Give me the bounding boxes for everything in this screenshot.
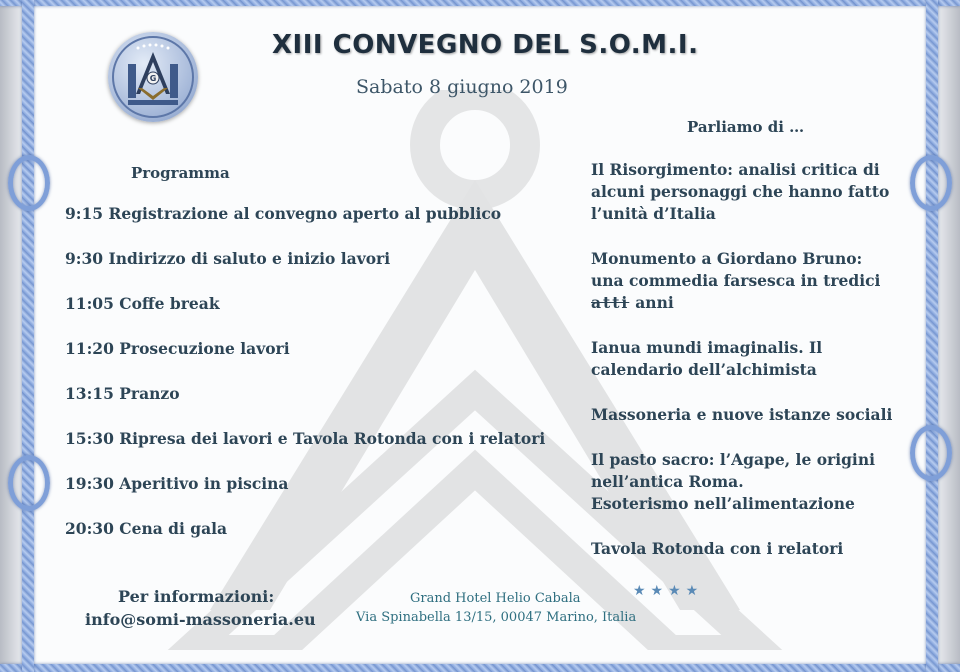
topic-item bbox=[591, 404, 901, 426]
topic-line: calendario dell’alchimista bbox=[591, 360, 817, 379]
topic-item bbox=[591, 337, 901, 381]
topic-line: alcuni personaggi che hanno fatto bbox=[591, 182, 890, 201]
topic-line: Monumento a Giordano Bruno: bbox=[591, 249, 863, 268]
topic-item bbox=[591, 159, 901, 225]
schedule-item: 13:15 Pranzo bbox=[65, 384, 180, 403]
rope-knot-left-top bbox=[8, 155, 50, 211]
event-date: Sabato 8 giugno 2019 bbox=[356, 76, 568, 98]
schedule-item: 9:15 Registrazione al convegno aperto al pubblico bbox=[65, 204, 502, 223]
square-and-compass-emblem-icon bbox=[108, 32, 198, 122]
rope-border-left bbox=[22, 0, 34, 672]
topics-heading: Parliamo di … bbox=[687, 118, 805, 136]
page-title: XIII CONVEGNO DEL S.O.M.I. bbox=[272, 30, 699, 60]
topics-list bbox=[591, 159, 901, 583]
right-edge-shadow bbox=[938, 0, 960, 672]
topic-item bbox=[591, 538, 901, 560]
contact-email[interactable]: info@somi-massoneria.eu bbox=[85, 610, 316, 629]
schedule-item: 20:30 Cena di gala bbox=[65, 519, 228, 538]
topic-item bbox=[591, 449, 901, 515]
topic-line: Il pasto sacro: l’Agape, le origini bbox=[591, 450, 875, 469]
info-label: Per informazioni: bbox=[118, 587, 275, 606]
somi-logo bbox=[108, 32, 198, 122]
left-edge-shadow bbox=[0, 0, 22, 672]
svg-text:G: G bbox=[149, 74, 157, 83]
program-heading: Programma bbox=[131, 164, 230, 182]
rope-border-bottom bbox=[0, 664, 960, 672]
program-schedule bbox=[65, 204, 575, 564]
topic-line bbox=[591, 292, 901, 314]
topic-item bbox=[591, 248, 901, 314]
hotel-name: Grand Hotel Helio Cabala bbox=[410, 591, 581, 606]
topic-line: nell’antica Roma. bbox=[591, 472, 744, 491]
topic-line: Tavola Rotonda con i relatori bbox=[591, 539, 844, 558]
topic-line: Massoneria e nuove istanze sociali bbox=[591, 405, 893, 424]
hotel-address: Via Spinabella 13/15, 00047 Marino, Italia bbox=[356, 610, 637, 625]
schedule-item: 15:30 Ripresa dei lavori e Tavola Rotonda con i relatori bbox=[65, 429, 546, 448]
rope-border-right bbox=[926, 0, 938, 672]
rope-knot-right-top bbox=[910, 155, 952, 211]
schedule-item: 19:30 Aperitivo in piscina bbox=[65, 474, 289, 493]
topic-line: Esoterismo nell’alimentazione bbox=[591, 494, 855, 513]
topic-line: l’unità d’Italia bbox=[591, 204, 716, 223]
schedule-item: 11:05 Coffe break bbox=[65, 294, 220, 313]
topic-line: una commedia farsesca in tredici bbox=[591, 271, 881, 290]
hotel-stars-icon: ★★★★ bbox=[633, 583, 704, 599]
rope-knot-left-bottom bbox=[8, 455, 50, 511]
topic-line: Il Risorgimento: analisi critica di bbox=[591, 160, 880, 179]
topic-line: Ianua mundi imaginalis. Il bbox=[591, 338, 823, 357]
rope-knot-right-bottom bbox=[910, 425, 952, 481]
schedule-item: 11:20 Prosecuzione lavori bbox=[65, 339, 290, 358]
schedule-item: 9:30 Indirizzo di saluto e inizio lavori bbox=[65, 249, 391, 268]
corrected-word: anni bbox=[635, 293, 674, 312]
rope-border-top bbox=[0, 0, 960, 6]
struck-word: atti bbox=[591, 293, 630, 312]
